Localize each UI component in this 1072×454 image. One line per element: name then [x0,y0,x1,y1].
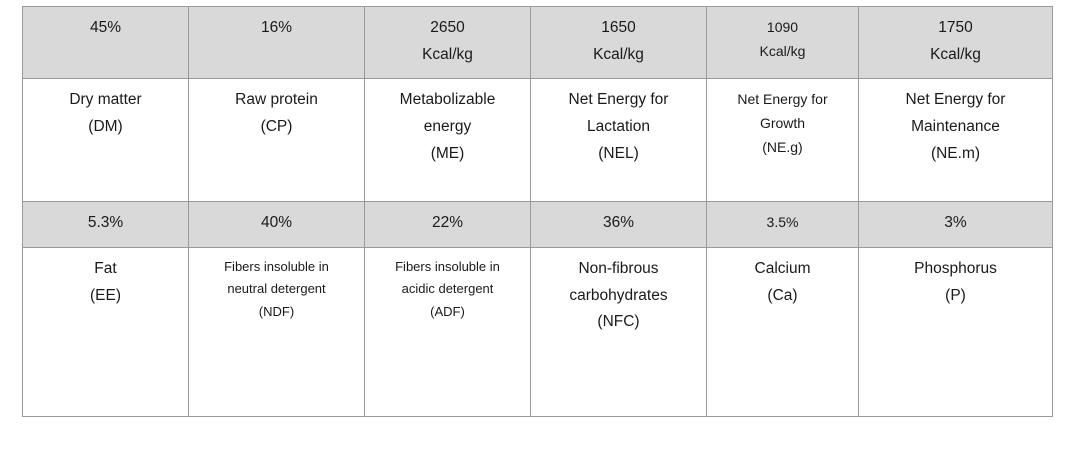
cell-line: Raw protein [235,91,318,109]
cell-line: energy [423,117,472,135]
cell-line: Kcal/kg [759,43,806,60]
table-cell [189,7,365,79]
cell-line: (CP) [260,117,293,135]
feed-composition-table [22,6,1053,417]
cell-line: Fibers insoluble in [395,258,500,274]
table-row [23,202,1053,248]
table-cell [707,7,859,79]
cell-line: carbohydrates [569,286,668,304]
cell-line: Net Energy for [737,91,828,108]
cell-line: 1750 [938,19,973,36]
cell-line: 3.5% [766,214,799,231]
cell-line: (P) [945,286,966,304]
table-row [23,79,1053,202]
cell-line: (NDF) [258,303,295,319]
table-cell [707,247,859,416]
cell-line: (NFC) [597,313,640,331]
cell-line: Kcal/kg [930,45,981,63]
cell-line: (NEL) [598,144,639,162]
table-cell [859,79,1053,202]
cell-line: 1650 [601,19,636,36]
cell-line: 1090 [766,19,799,35]
cell-line: (Ca) [767,286,798,304]
table-cell [23,202,189,248]
cell-line: 45% [89,19,122,36]
cell-line: Kcal/kg [422,45,473,63]
table-cell [531,7,707,79]
table-cell [707,79,859,202]
cell-line: Fat [94,259,117,277]
cell-line: 5.3% [87,214,124,232]
cell-line: acidic detergent [401,281,494,297]
cell-line: Phosphorus [914,259,997,277]
table-cell [859,247,1053,416]
cell-line: Dry matter [69,91,142,109]
table-cell [531,79,707,202]
table-cell [189,202,365,248]
table-cell [23,7,189,79]
table-cell [189,79,365,202]
table-cell [365,247,531,416]
cell-line: (ME) [430,144,465,162]
cell-line: Lactation [587,117,650,135]
cell-line: Net Energy for [905,91,1006,109]
cell-line: (ADF) [430,303,465,319]
cell-line: Kcal/kg [593,45,644,63]
cell-line: 40% [260,214,293,232]
cell-line: Fibers insoluble in [224,258,329,274]
cell-line: Net Energy for [568,91,669,109]
cell-line: 2650 [430,19,465,36]
cell-line: (NE.g) [762,139,803,156]
table-cell [189,247,365,416]
cell-line: 36% [602,214,635,232]
table-cell [707,202,859,248]
cell-line: Growth [759,115,806,132]
cell-line: neutral detergent [227,281,326,297]
table-cell [23,247,189,416]
cell-line: (NE.m) [930,144,981,162]
cell-line: Maintenance [911,117,1000,135]
cell-line: Non-fibrous [578,259,659,277]
cell-line: Metabolizable [399,91,496,109]
table-cell [531,247,707,416]
cell-line: (EE) [90,286,121,304]
table-cell [365,79,531,202]
table-cell [859,202,1053,248]
cell-line: Calcium [754,259,811,277]
table-row [23,247,1053,416]
table-cell [859,7,1053,79]
table-cell [23,79,189,202]
table-cell [365,7,531,79]
cell-line: 16% [260,19,293,36]
cell-line: (DM) [88,117,123,135]
table-cell [365,202,531,248]
table-row [23,7,1053,79]
cell-line: 22% [431,214,464,232]
cell-line: 3% [944,214,967,232]
table-body [23,7,1053,417]
table-cell [531,202,707,248]
